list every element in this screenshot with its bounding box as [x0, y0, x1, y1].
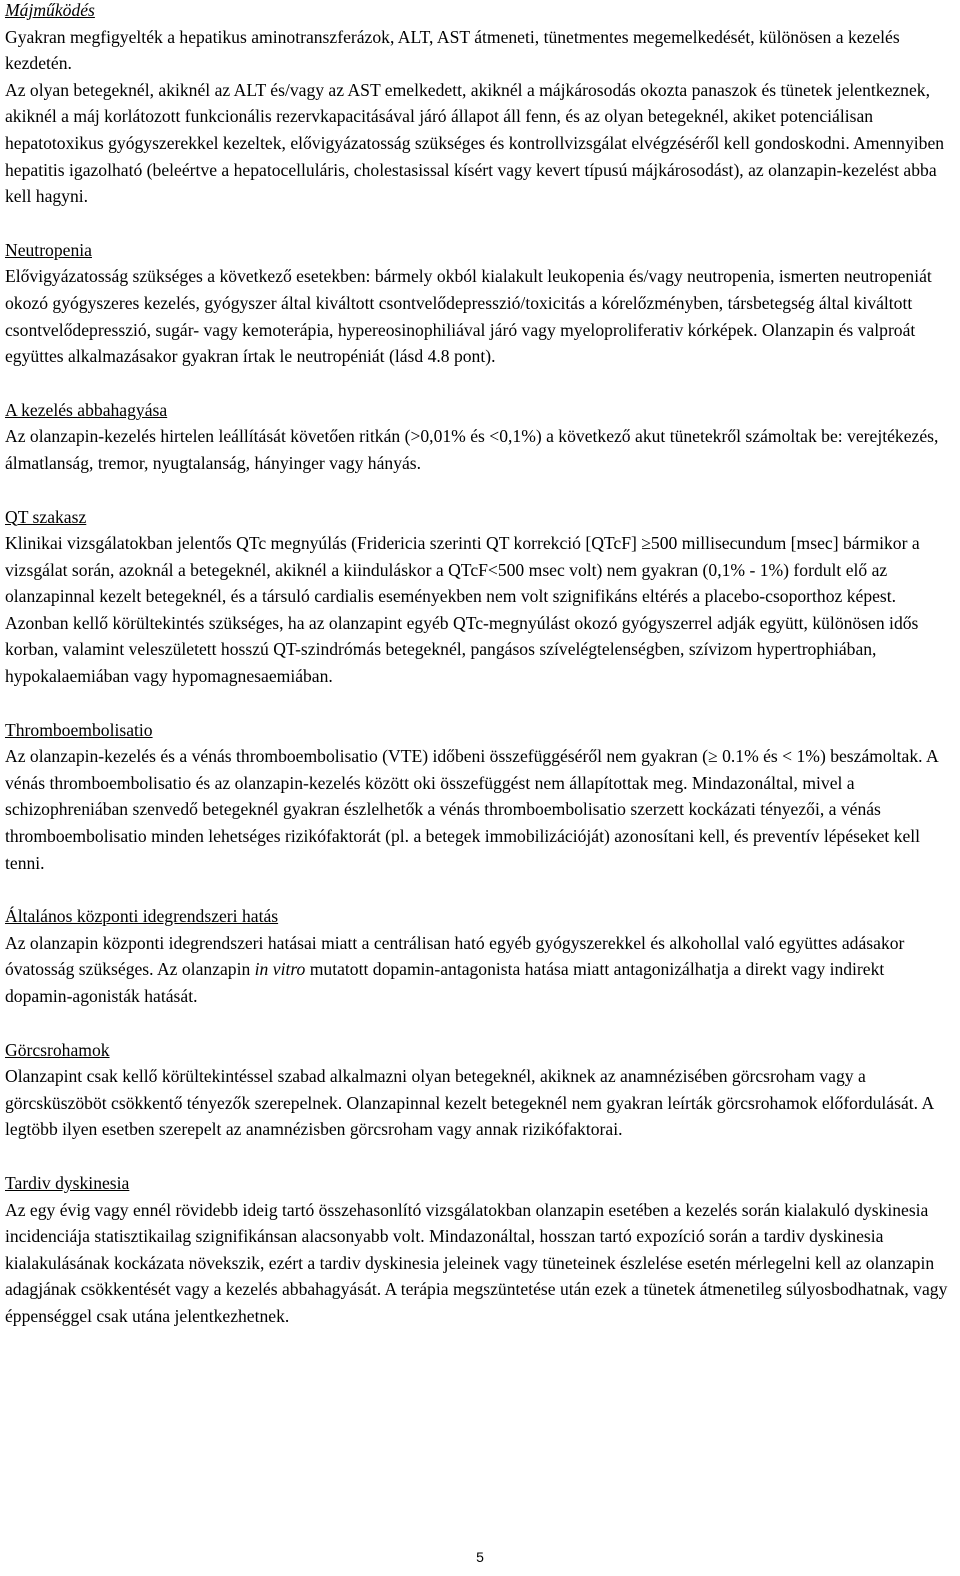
section-qt-interval [5, 504, 955, 690]
section-heading: Görcsrohamok [5, 1039, 110, 1060]
document-page [5, 0, 955, 1357]
paragraph-text: Az olanzapin központi idegrendszeri hatásai miatt a centrálisan ható egyéb gyógyszerekkel és alkohollal való együttes adásakor óvatosság szükséges. Az olanzapin [5, 932, 905, 980]
section-cns-effect [5, 903, 955, 1009]
section-neutropenia [5, 237, 955, 370]
page-number: 5 [476, 1549, 484, 1565]
section-seizures [5, 1037, 955, 1143]
section-heading: QT szakasz [5, 506, 87, 527]
section-heading: Általános központi idegrendszeri hatás [5, 906, 279, 927]
section-thromboembolism [5, 717, 955, 877]
section-heading: Neutropenia [5, 239, 92, 260]
paragraph: Az olanzapin-kezelés és a vénás thromboembolisatio (VTE) időbeni összefüggéséről nem gyakran (≥ 0.1% és < 1%) beszámoltak. A vénás thromboembolisatio és az olanzapin-kezelés között oki összefüggést nem állapítottak meg. Mindazonáltal, mivel a schizophreniában szenvedő betegeknél gyakran észlelhetők a vénás thromboembolisatio szerzett kockázati tényezői, a vénás thromboembolisatio minden lehetséges rizikófaktorát (pl. a betegek immobilizációját) azonosítani kell, és preventív lépéseket kell tenni. [5, 746, 938, 873]
section-heading: A kezelés abbahagyása [5, 399, 168, 420]
section-tardive-dyskinesia [5, 1170, 955, 1330]
section-liver-function [5, 0, 955, 210]
paragraph: Az olanzapin-kezelés hirtelen leállítását követően ritkán (>0,01% és <0,1%) a következő akut tünetekről számoltak be: verejtékezés, álmatlanság, tremor, nyugtalanság, hányinger vagy hányás. [5, 426, 939, 473]
paragraph-text: mutatott dopamin-antagonista hatása miatt antagonizálhatja a direkt vagy indirekt dopamin-agonisták hatását. [5, 959, 885, 1006]
section-heading: Májműködés [5, 0, 95, 20]
italic-term: in vitro [254, 959, 306, 980]
section-heading: Thromboembolisatio [5, 719, 153, 740]
section-heading: Tardiv dyskinesia [5, 1172, 130, 1193]
paragraph: Az egy évig vagy ennél rövidebb ideig tartó összehasonlító vizsgálatokban olanzapin esetében a kezelés során kialakuló dyskinesia incidenciája statisztikailag szignifikánsan alacsonyabb volt. Mindazonáltal, hosszan tartó expozíció során a tardiv dyskinesia kialakulásának kockázata növekszik, ezért a tardiv dyskinesia jeleinek vagy tüneteinek észlelése esetén mérlegelni kell az olanzapin adagjának csökkentését vagy a kezelés abbahagyását. A terápia megszüntetése után ezek a tünetek átmenetileg súlyosbodhatnak, vagy éppenséggel csak utána jelentkezhetnek. [5, 1199, 948, 1326]
paragraph: Elővigyázatosság szükséges a következő esetekben: bármely okból kialakult leukopenia és/vagy neutropenia, ismerten neutropeniát okozó gyógyszeres kezelés, gyógyszer által kiváltott csontvelődepresszió/toxicitás a kórelőzményben, társbetegség által kiváltott csontvelődepresszió, sugár- vagy kemoterápia, hypereosinophiliával járó vagy myeloproliferativ kórképek. Olanzapin és valproát együttes alkalmazásakor gyakran írtak le neutropéniát (lásd 4.8 pont). [5, 266, 932, 367]
paragraph: Gyakran megfigyelték a hepatikus aminotranszferázok, ALT, AST átmeneti, tünetmentes megemelkedését, különösen a kezelés kezdetén. [5, 26, 900, 74]
paragraph: Az olyan betegeknél, akiknél az ALT és/vagy az AST emelkedett, akiknél a májkárosodás okozta panaszok és tünetek jelentkeznek, akiknél a máj korlátozott funkcionális rezervkapacitásával járó állapot áll fenn, és az olyan betegeknél, akiket potenciálisan hepatotoxikus gyógyszerekkel kezeltek, elővigyázatosság szükséges és kontrollvizsgálat elvégzéséről kell gondoskodni. Amennyiben hepatitis igazolható (beleértve a hepatocelluláris, cholestasissal kísért vagy kevert típusú májkárosodást), az olanzapin-kezelést abba kell hagyni. [5, 79, 945, 207]
paragraph [5, 930, 955, 1010]
paragraph: Klinikai vizsgálatokban jelentős QTc megnyúlás (Fridericia szerinti QT korrekció [QTcF] ≥500 millisecundum [msec] bármikor a vizsgálat során, azoknál a betegeknél, akiknél a kiinduláskor a QTcF<500 msec volt) nem gyakran (0,1% - 1%) fordult elő az olanzapinnal kezelt betegeknél, és a társuló cardialis eseményekben nem volt szignifikáns eltérés a placebo-csoporthoz képest. Azonban kellő körültekintés szükséges, ha az olanzapint egyéb QTc-megnyúlást okozó gyógyszerrel adják együtt, különösen idős korban, valamint veleszületett hosszú QT-szindrómás betegeknél, pangásos szívelégtelenségben, szívizom hypertrophiában, hypokalaemiában vagy hypomagnesaemiában. [5, 533, 920, 687]
section-discontinuation [5, 397, 955, 477]
paragraph: Olanzapint csak kellő körültekintéssel szabad alkalmazni olyan betegeknél, akiknek az anamnézisében görcsroham vagy a görcsküszöböt csökkentő tényezők szerepelnek. Olanzapinnal kezelt betegeknél nem gyakran leírták görcsrohamok előfordulását. A legtöbb ilyen esetben szerepelt az anamnézisben görcsroham vagy annak rizikófaktorai. [5, 1066, 934, 1140]
